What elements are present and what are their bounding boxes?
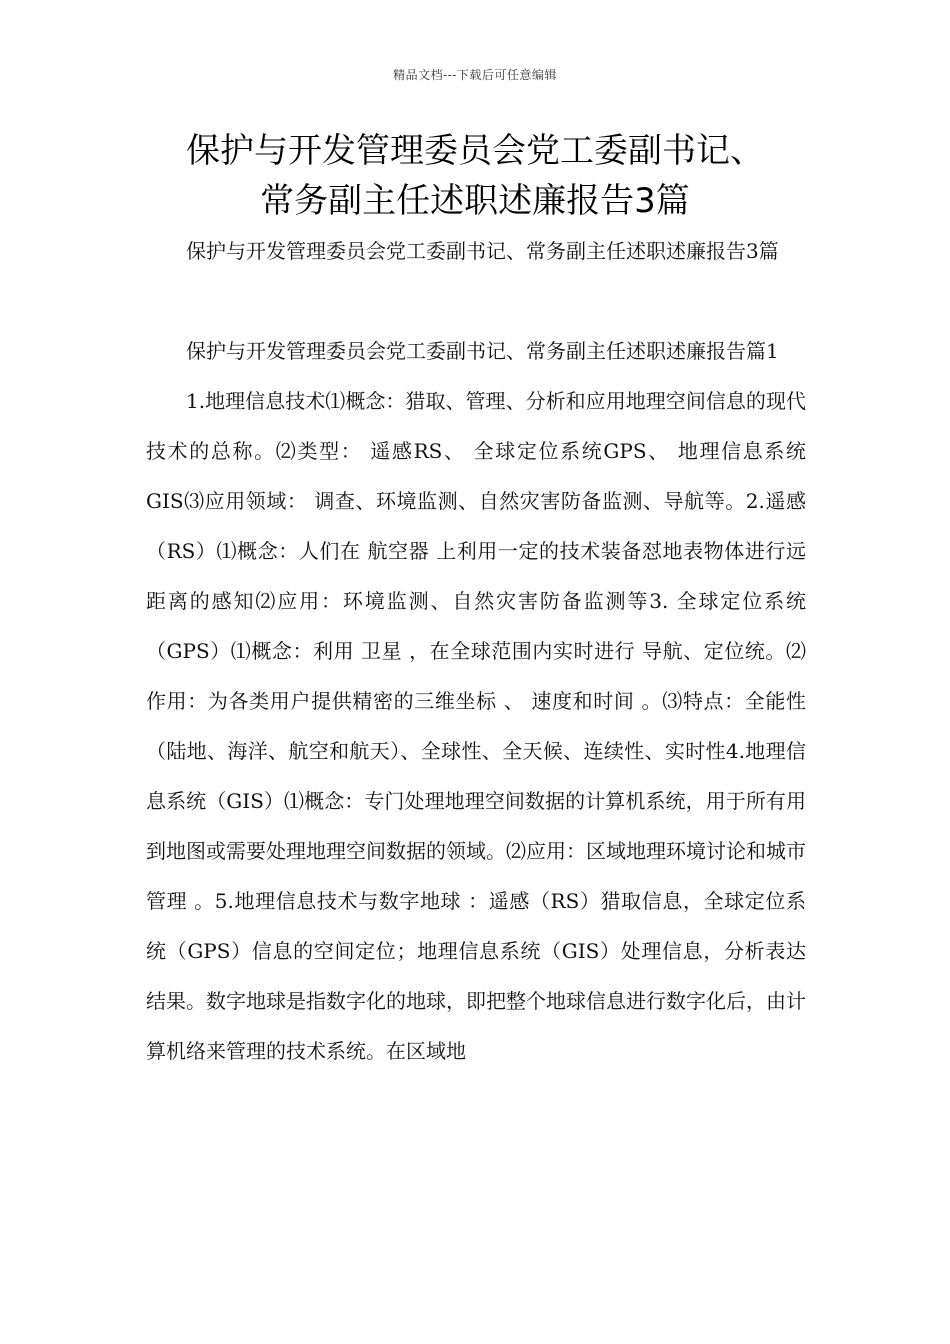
body-paragraph: 1.地理信息技术⑴概念：猎取、管理、分析和应用地理空间信息的现代技术的总称。⑵类型： 遥感RS、 全球定位系统GPS、 地理信息系统GIS⑶应用领域： 调查、环境监测、自然灾害防备监测、导航等。2.遥感 （RS）⑴概念：人们在 航空器 上利用一定的技术装备怼地表物体进行远距离的感知⑵应用：环境监测、自然灾害防备监测等3. 全球定位系统 （GPS）⑴概念：利用 卫星 ，在全球范围内实时进行 导航、定位统。⑵作用：为各类用户提供精密的三维坐标 、 速度和时间 。⑶特点：全能性（陆地、海洋、航空和航天）、全球性、全天候、连续性、实时性4.地理信息系统（GIS）⑴概念：专门处理地理空间数据的计算机系统，用于所有用到地图或需要处理地理空间数据的领域。⑵应用：区域地理环境讨论和城市管理 。5.地理信息技术与数字地球 ：遥感（RS）猎取信息，全球定位系统（GPS）信息的空间定位；地理信息系统（GIS）处理信息，分析表达结果。数字地球是指数字化的地球，即把整个地球信息进行数字化后，由计算机络来管理的技术系统。在区域地 — [146, 389, 806, 1063]
section-heading-paragraph: 保护与开发管理委员会党工委副书记、常务副主任述职述廉报告篇1 — [186, 339, 779, 363]
title-line-2: 常务副主任述职述廉报告3篇 — [260, 181, 690, 221]
header-note: 精品文档---下载后可任意编辑 — [393, 68, 557, 82]
paragraph-gap — [146, 276, 806, 326]
document-body — [146, 226, 806, 1076]
document-title — [60, 126, 890, 226]
title-line-1: 保护与开发管理委员会党工委副书记、 — [186, 131, 764, 171]
subtitle-paragraph: 保护与开发管理委员会党工委副书记、常务副主任述职述廉报告3篇 — [186, 239, 779, 263]
